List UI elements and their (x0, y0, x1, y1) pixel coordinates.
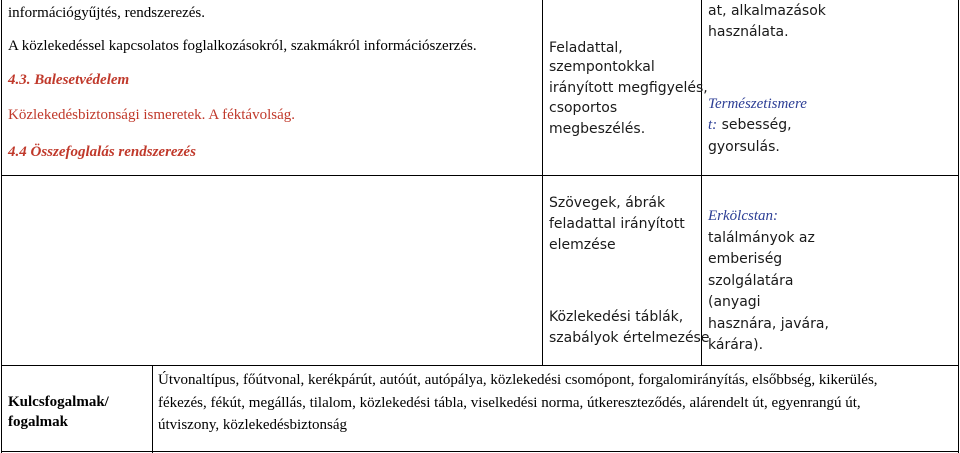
content-line: A közlekedéssel kapcsolatos foglalkozásokról, szakmákról információszerzés. (8, 38, 477, 54)
content-line: at, alkalmazások (708, 3, 826, 19)
subject-line (708, 114, 792, 137)
keywords-label: fogalmak (8, 414, 68, 430)
content-line: emberiség (708, 251, 783, 267)
content-line: szolgálatára (708, 273, 794, 289)
section-heading: 4.3. Balesetvédelem (8, 72, 130, 88)
subject-label: Erkölcstan: (708, 208, 778, 224)
column-divider-1 (542, 0, 543, 365)
content-text: sebesség, (717, 117, 792, 133)
content-line: irányított megfigyelés, (549, 80, 708, 96)
keywords-line: fékezés, fékút, megállás, tilalom, közlekedési tábla, viselkedési norma, útkereszteződés, alárendelt út, egyenrangú út, (158, 395, 861, 411)
keywords-line: útviszony, közlekedésbiztonság (158, 417, 347, 433)
content-line: elemzése (549, 237, 616, 253)
subject-label: Természetismere (708, 96, 807, 112)
content-line: (anyagi (708, 294, 761, 310)
content-line: Feladattal, (549, 40, 623, 56)
table-border-left (1, 0, 2, 453)
content-line: találmányok az (708, 230, 815, 246)
keywords-label: Kulcsfogalmak/ (8, 394, 109, 410)
content-line: hasznára, javára, (708, 316, 829, 332)
content-line: megbeszélés. (549, 121, 646, 137)
subject-label: t: (708, 117, 718, 133)
content-line: szempontokkal (549, 59, 655, 75)
content-line: használata. (708, 24, 789, 40)
content-line: Közlekedésbiztonsági ismeretek. A féktávolság. (8, 107, 295, 123)
content-line: feladattal irányított (549, 216, 685, 232)
section-heading: 4.4 Összefoglalás rendszerezés (8, 144, 196, 160)
content-line: szabályok értelmezése (549, 330, 710, 346)
content-line: Szövegek, ábrák (549, 195, 666, 211)
content-line: kárára). (708, 337, 764, 353)
row-divider-2 (1, 365, 959, 366)
table-border-right (958, 0, 959, 453)
table-border-bottom (1, 451, 959, 452)
keywords-line: Útvonaltípus, főútvonal, kerékpárút, autóút, autópálya, közlekedési csomópont, forgalomirányítás, elsőbbség, kikerülés, (158, 372, 878, 388)
content-line: Közlekedési táblák, (549, 309, 684, 325)
row-divider-1 (1, 175, 959, 176)
column-divider-2 (701, 0, 702, 365)
content-line: csoportos (549, 100, 618, 116)
content-line: információgyűjtés, rendszerezés. (8, 5, 205, 21)
content-line: gyorsulás. (708, 139, 780, 155)
column-divider-bottom (152, 365, 153, 453)
